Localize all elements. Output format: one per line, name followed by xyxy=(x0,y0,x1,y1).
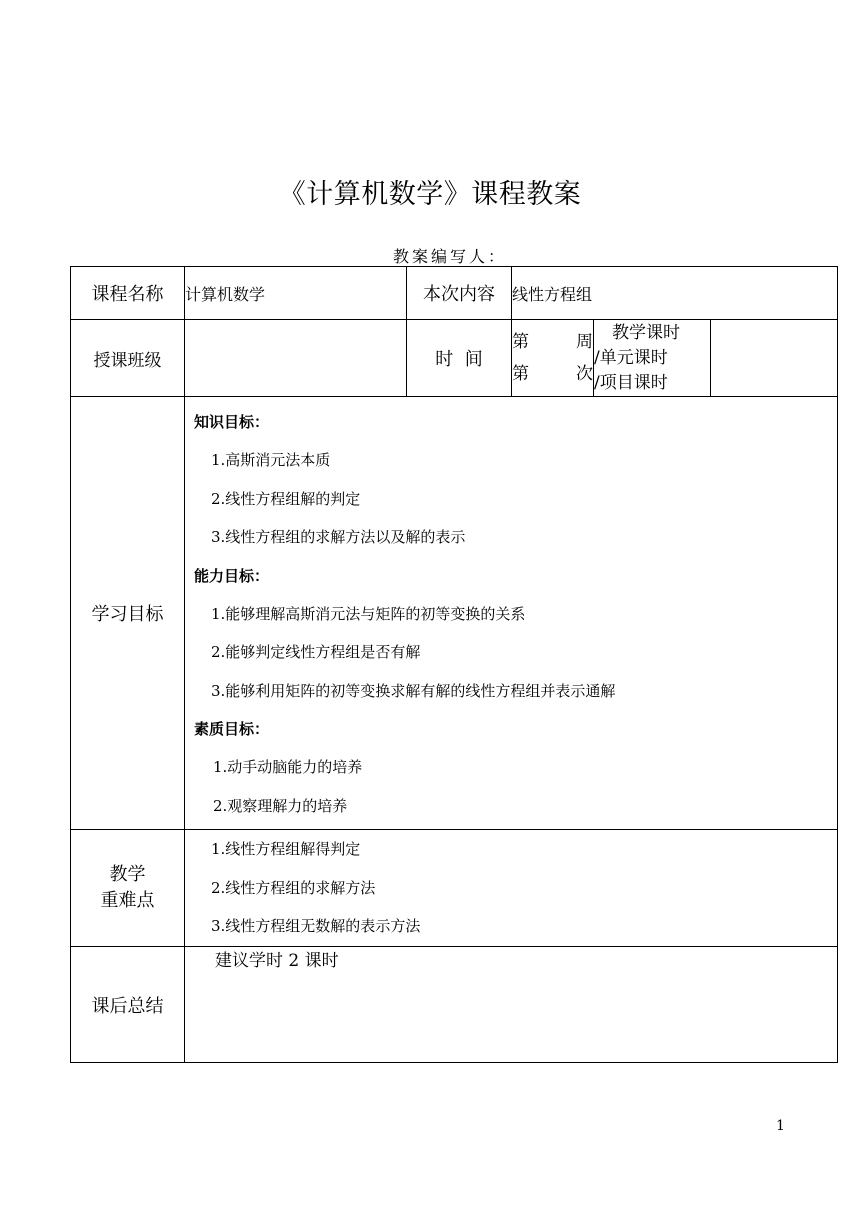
difficulties-label-line2: 重难点 xyxy=(100,890,155,911)
content-value: 线性方程组 xyxy=(512,267,838,320)
hours-label-line2: /单元课时 xyxy=(594,347,668,368)
class-value xyxy=(185,320,407,397)
document-title: 《计算机数学》课程教案 xyxy=(278,179,582,210)
list-item: 1.线性方程组解得判定 xyxy=(211,840,361,858)
course-name-value: 计算机数学 xyxy=(185,267,407,320)
list-item: 2.线性方程组的求解方法 xyxy=(211,878,376,897)
class-row xyxy=(71,320,838,397)
course-row xyxy=(71,267,838,320)
list-item: 3.能够利用矩阵的初等变换求解有解的线性方程组并表示通解 xyxy=(211,681,616,700)
difficulties-label-line1: 教学 xyxy=(109,864,146,885)
list-item: 2.线性方程组解的判定 xyxy=(211,489,361,508)
quality-title: 素质目标： xyxy=(194,720,270,738)
list-item: 3.线性方程组无数解的表示方法 xyxy=(211,917,421,935)
list-item: 2.能够判定线性方程组是否有解 xyxy=(211,643,421,661)
week-label-1: 第 xyxy=(512,332,529,352)
lesson-plan-table xyxy=(70,266,838,1063)
list-item: 1.动手动脑能力的培养 xyxy=(213,758,363,776)
hours-label-line1: 教学课时 xyxy=(612,322,680,343)
list-item: 2.观察理解力的培养 xyxy=(213,796,348,815)
list-item: 3.线性方程组的求解方法以及解的表示 xyxy=(211,528,466,546)
summary-text: 建议学时 2 课时 xyxy=(185,947,838,1063)
session-label-2: 次 xyxy=(576,364,593,384)
summary-row xyxy=(71,947,838,1063)
objectives-row xyxy=(71,397,838,830)
class-label: 授课班级 xyxy=(71,320,185,397)
list-item: 1.高斯消元法本质 xyxy=(211,451,331,469)
ability-title: 能力目标： xyxy=(194,566,270,585)
difficulties-content xyxy=(185,830,838,947)
author-label: 教案编写人： xyxy=(392,247,507,266)
difficulties-list xyxy=(185,830,837,946)
time-label: 时 间 xyxy=(407,320,512,397)
hours-label-cell xyxy=(594,320,711,397)
page-number: 1 xyxy=(776,1118,785,1134)
difficulties-label xyxy=(71,830,185,947)
summary-label: 课后总结 xyxy=(71,947,185,1063)
hours-label-line3: /项目课时 xyxy=(594,372,668,393)
course-name-label: 课程名称 xyxy=(71,267,185,320)
knowledge-title: 知识目标： xyxy=(194,413,270,431)
objectives-content xyxy=(185,397,838,830)
objectives-list xyxy=(185,397,837,829)
objectives-label: 学习目标 xyxy=(71,397,185,830)
session-label-1: 第 xyxy=(512,364,529,384)
hours-value xyxy=(711,320,838,397)
week-line xyxy=(512,326,593,358)
session-line xyxy=(512,358,593,390)
difficulties-row xyxy=(71,830,838,947)
list-item: 1.能够理解高斯消元法与矩阵的初等变换的关系 xyxy=(211,604,526,623)
content-label: 本次内容 xyxy=(407,267,512,320)
week-session-cell xyxy=(512,320,594,397)
week-label-2: 周 xyxy=(576,332,593,352)
